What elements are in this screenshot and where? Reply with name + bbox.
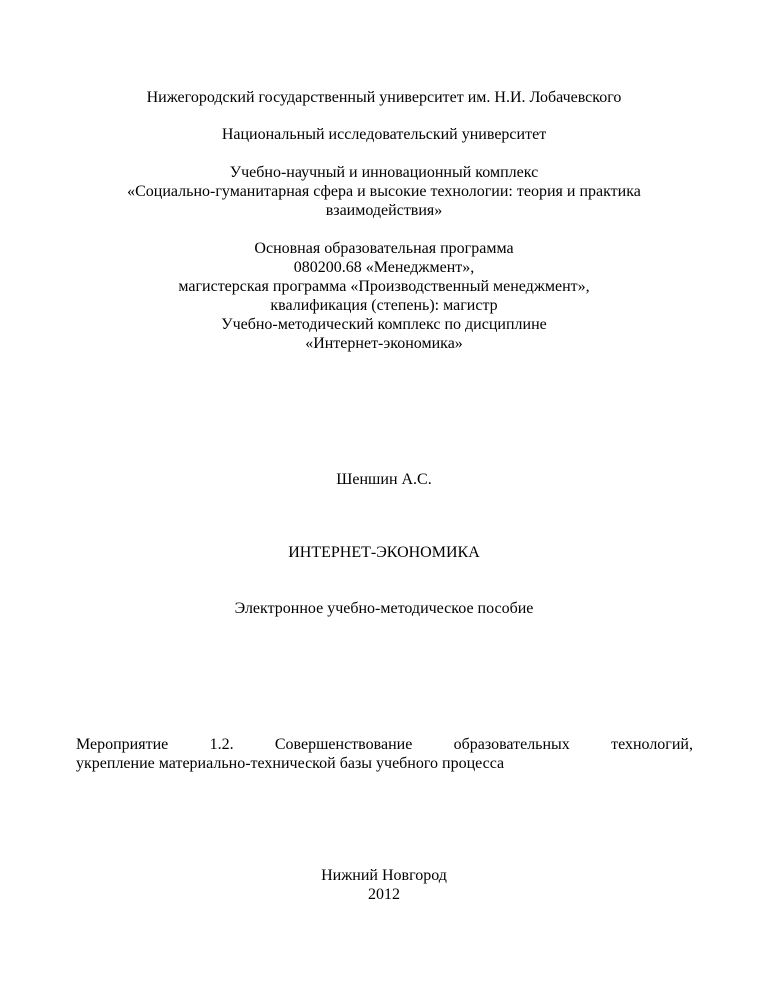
program-line-5: Учебно-методический комплекс по дисциплине bbox=[221, 316, 547, 333]
event-word: Совершенствование bbox=[274, 736, 413, 753]
complex-line-3: взаимодействия» bbox=[325, 202, 443, 219]
program-line-6: «Интернет-экономика» bbox=[305, 335, 463, 352]
program-line-1: Основная образовательная программа bbox=[254, 240, 514, 257]
event-word: 1.2. bbox=[209, 736, 234, 753]
event-word: технологий, bbox=[611, 736, 693, 753]
city: Нижний Новгород bbox=[321, 867, 447, 884]
program-line-2: 080200.68 «Менеджмент», bbox=[293, 259, 475, 276]
university-name: Нижегородский государственный университет им. Н.И. Лобачевского bbox=[146, 89, 622, 106]
event-word: образовательных bbox=[453, 736, 570, 753]
author-name: Шеншин А.С. bbox=[336, 471, 432, 488]
program-line-3: магистерская программа «Производственный менеджмент», bbox=[178, 278, 590, 295]
complex-line-2: «Социально-гуманитарная сфера и высокие технологии: теория и практика bbox=[127, 183, 641, 200]
event-word: Мероприятие bbox=[76, 736, 169, 753]
complex-line-1: Учебно-научный и инновационный комплекс bbox=[229, 164, 539, 181]
event-line-2: укрепление материально-технической базы учебного процесса bbox=[76, 755, 505, 772]
document-subtitle: Электронное учебно-методическое пособие bbox=[234, 600, 534, 617]
year: 2012 bbox=[368, 886, 400, 903]
event-line-1 bbox=[76, 735, 693, 754]
research-university-label: Национальный исследовательский университет bbox=[221, 126, 547, 143]
program-line-4: квалификация (степень): магистр bbox=[270, 297, 498, 314]
event-paragraph bbox=[76, 735, 693, 773]
document-title: ИНТЕРНЕТ-ЭКОНОМИКА bbox=[288, 544, 480, 561]
